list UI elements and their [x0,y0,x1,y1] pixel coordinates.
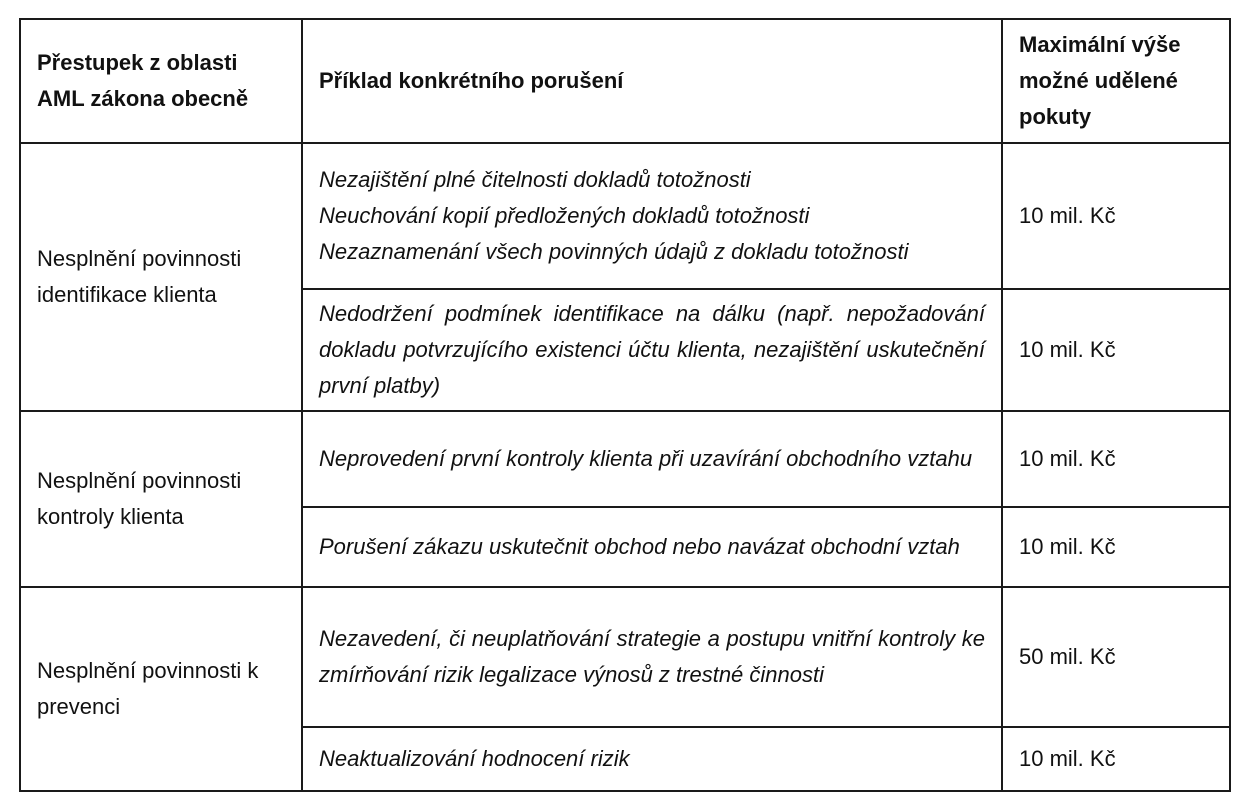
fine-cell: 10 mil. Kč [1002,411,1230,507]
category-identification: Nesplnění povinnosti identifikace klienta [20,143,302,411]
example-line: Porušení zákazu uskutečnit obchod nebo navázat obchodní vztah [319,534,960,559]
example-line: Neuchování kopií předložených dokladů totožnosti [319,203,810,228]
table-row [20,143,1230,289]
example-line: Nedodržení podmínek identifikace na dálku (např. nepožadování dokladu potvrzujícího existenci účtu klienta, nezajištění uskutečnění první platby) [319,301,985,398]
fine-cell: 10 mil. Kč [1002,289,1230,411]
fine-cell: 10 mil. Kč [1002,507,1230,587]
table-row [20,411,1230,507]
fine-cell: 10 mil. Kč [1002,143,1230,289]
example-line: Neprovedení první kontroly klienta při uzavírání obchodního vztahu [319,446,973,471]
example-cell [302,587,1002,727]
category-client-control: Nesplnění povinnosti kontroly klienta [20,411,302,587]
example-cell [302,143,1002,289]
example-line: Nezaznamenání všech povinných údajů z dokladu totožnosti [319,239,909,264]
example-line: Neaktualizování hodnocení rizik [319,746,630,771]
example-line: Nezajištění plné čitelnosti dokladů totožnosti [319,167,751,192]
fine-cell: 10 mil. Kč [1002,727,1230,791]
header-example: Příklad konkrétního porušení [302,19,1002,143]
table-row [20,587,1230,727]
example-line: Nezavedení, či neuplatňování strategie a postupu vnitřní kontroly ke zmírňování rizik legalizace výnosů z trestné činnosti [319,626,985,687]
table-header-row [20,19,1230,143]
header-max-fine: Maximální výše možné udělené pokuty [1002,19,1230,143]
category-prevention: Nesplnění povinnosti k prevenci [20,587,302,791]
aml-offences-table [19,18,1231,792]
example-cell [302,507,1002,587]
fine-cell: 50 mil. Kč [1002,587,1230,727]
example-cell [302,411,1002,507]
header-offence: Přestupek z oblasti AML zákona obecně [20,19,302,143]
example-cell [302,289,1002,411]
example-cell [302,727,1002,791]
